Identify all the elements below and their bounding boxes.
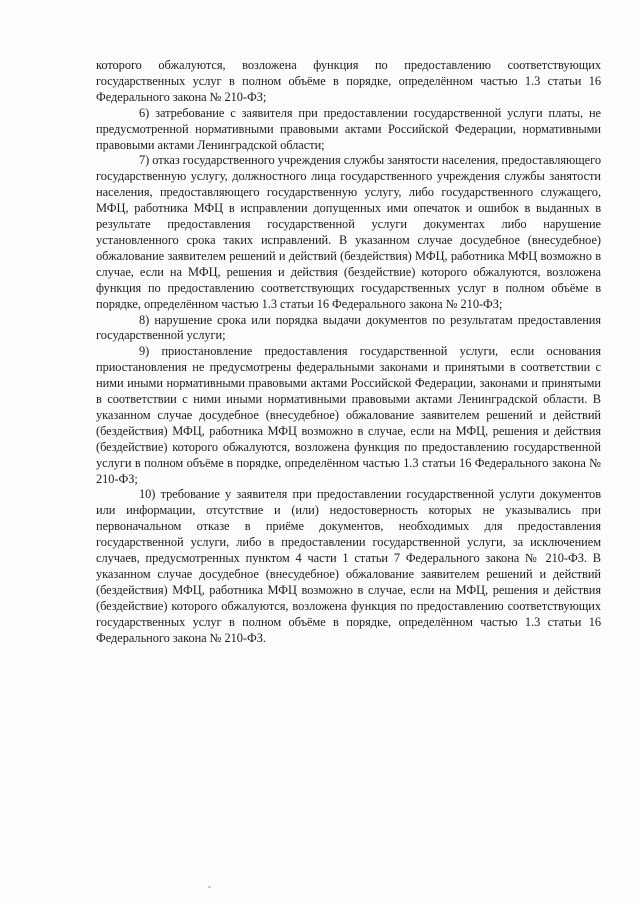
scan-artifact: [208, 886, 211, 888]
paragraph-continuation: которого обжалуются, возложена функция по предоставлению соответствующих государственных услуг в полном объёме в порядке, определённом частью 1.3 статьи 16 Федерального закона № 210-ФЗ;: [96, 58, 601, 104]
paragraph-item-8: 8) нарушение срока или порядка выдачи документов по результатам предоставления государственной услуги;: [96, 312, 601, 343]
document-body: [96, 58, 601, 647]
paragraph-item-9: 9) приостановление предоставления государственной услуги, если основания приостановления не предусмотрены федеральными законами и принятыми в соответствии с ними иными нормативными правовыми актами Российской Федерации, законами и принятыми в соответствии с ними иными нормативными правовыми актами Ленинградской области. В указанном случае досудебное (внесудебное) обжалование заявителем решений и действий (бездействия) МФЦ, работника МФЦ возможно в случае, если на МФЦ, решения и действия (бездействие) которого обжалуются, возложена функция по предоставлению государственной услуги в полном объёме в порядке, определённом частью 1.3 статьи 16 Федерального закона № 210-ФЗ;: [96, 344, 601, 486]
paragraph-item-10: 10) требование у заявителя при предоставлении государственной услуги документов или информации, отсутствие и (или) недостоверность которых не указывались при первоначальном отказе в приёме документов, необходимых для предоставления государственной услуги, либо в предоставлении государственной услуги, за исключением случаев, предусмотренных пунктом 4 части 1 статьи 7 Федерального закона № 210-ФЗ. В указанном случае досудебное (внесудебное) обжалование заявителем решений и действий (бездействия) МФЦ, работника МФЦ возможно в случае, если на МФЦ, решения и действия (бездействие) которого обжалуются, возложена функция по предоставлению соответствующих государственных услуг в полном объёме в порядке, определённом частью 1.3 статьи 16 Федерального закона № 210-ФЗ.: [96, 487, 601, 645]
paragraph-item-6: 6) затребование с заявителя при предоставлении государственной услуги платы, не предусмотренной нормативными правовыми актами Российской Федерации, нормативными правовыми актами Ленинградской области;: [96, 105, 601, 152]
paragraph-item-7: 7) отказ государственного учреждения службы занятости населения, предоставляющего государственную услугу, должностного лица государственного учреждения службы занятости населения, предоставляющего государственную услугу, либо государственного служащего, МФЦ, работника МФЦ в исправлении допущенных ими опечаток и ошибок в выданных в результате предоставления государственной услуги документах либо нарушение установленного срока таких исправлений. В указанном случае досудебное (внесудебное) обжалование заявителем решений и действий (бездействия) МФЦ, работника МФЦ возможно в случае, если на МФЦ, решения и действия (бездействие) которого обжалуются, возложена функция по предоставлению соответствующих государственных услуг в полном объёме в порядке, определённом частью 1.3 статьи 16 Федерального закона № 210-ФЗ;: [96, 153, 601, 311]
